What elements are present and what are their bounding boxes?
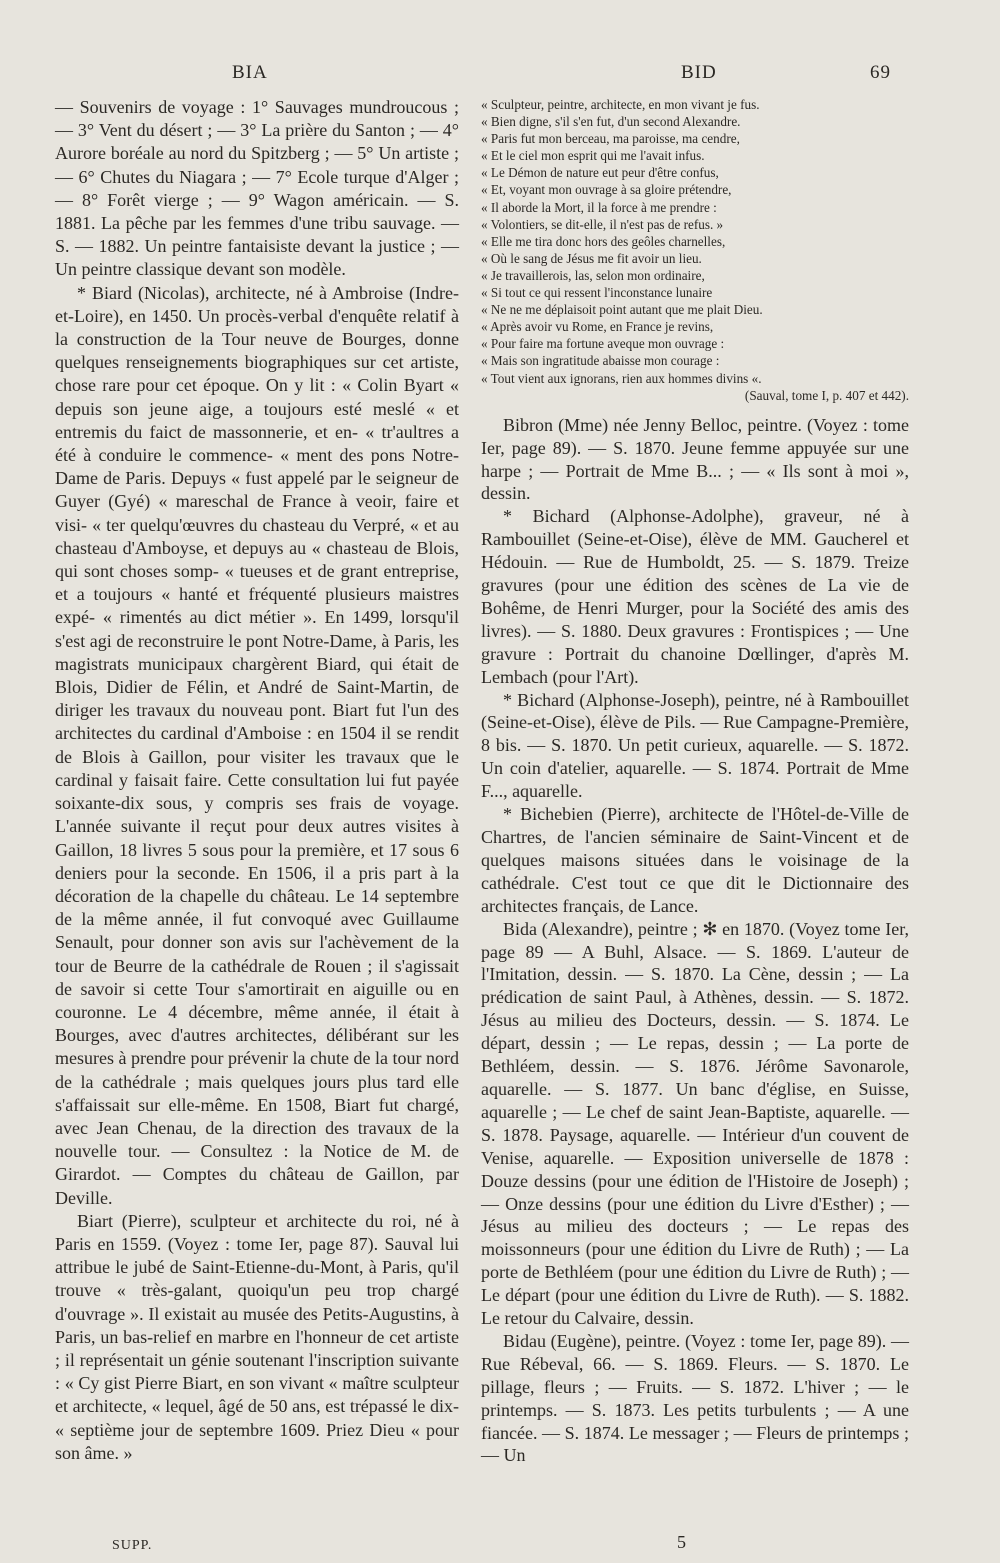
verse-line: « Pour faire ma fortune aveque mon ouvrage : — [481, 336, 725, 352]
verse-line: « Tout vient aux ignorans, rien aux hommes divins «. — [481, 370, 762, 386]
entry-bichard-alphonse-joseph: * Bichard (Alphonse-Joseph), peintre, né à Rambouillet (Seine-et-Oise), élève de Pils. — Rue Campagne-Première, 8 bis. — S. 1870. Un petit curieux, aquarelle. — S. 1872. Un coin d'atelier, aquarelle. — S. 1874. Portrait de Mme F..., aquarelle. — [481, 689, 909, 802]
entry-bibron: Bibron (Mme) née Jenny Belloc, peintre. (Voyez : tome Ier, page 89). — S. 1870. Jeune femme appuyée sur une harpe ; — Portrait de Mme B... ; — « Ils sont à moi », dessin. — [481, 414, 909, 504]
running-head-right: BID — [681, 62, 717, 83]
verse-line: « Paris fut mon berceau, ma paroisse, ma cendre, — [481, 131, 740, 147]
verse-line: « Si tout ce qui ressent l'inconstance lunaire — [481, 285, 713, 301]
verse-line: « Et, voyant mon ouvrage à sa gloire prétendre, — [481, 182, 732, 198]
verse-line: « Je travaillerois, las, selon mon ordinaire, — [481, 267, 705, 283]
signature-mark: SUPP. — [112, 1538, 153, 1553]
entry-bidau: Bidau (Eugène), peintre. (Voyez : tome Ier, page 89). — Rue Rébeval, 66. — S. 1869. Fleurs. — S. 1870. Le pillage, fleurs ; — Fruits. — S. 1872. L'hiver ; — le printemps. — S. 1873. Les petits turbulents ; — A une fiancée. — S. 1874. Le messager ; — Fleurs de printemps ; — Un — [481, 1330, 909, 1466]
entry-bichebien: * Bichebien (Pierre), architecte de l'Hôtel-de-Ville de Chartres, de l'ancien séminaire de Saint-Vincent et de quelques maisons situées dans le voisinage de la cathédrale. C'est tout ce que dit le Dictionnaire des architectes français, de Lance. — [481, 804, 909, 916]
signature-number: 5 — [677, 1532, 687, 1552]
paragraph-biard-souvenirs: — Souvenirs de voyage : 1° Sauvages mundroucous ; — 3° Vent du désert ; — 3° La prière du Santon ; — 4° Aurore boréale au nord du Spitzberg ; — 5° Un artiste ; — 6° Chutes du Niagara ; — 7° Ecole turque d'Alger ; — 8° Forêt vierge ; — 9° Wagon américain. — S. 1881. La pêche par les femmes d'une tribu sauvage. — S. — 1882. Un peintre fantaisiste devant la justice ; — Un peintre classique devant son modèle. — [55, 97, 459, 280]
verse-line: « Où le sang de Jésus me fit avoir un lieu. — [481, 250, 702, 266]
verse-line: « Et le ciel mon esprit qui me l'avait infus. — [481, 148, 705, 164]
page-number: 69 — [870, 62, 891, 83]
running-head-left: BIA — [232, 62, 268, 83]
entry-bida: Bida (Alexandre), peintre ; ✻ en 1870. (Voyez tome Ier, page 89 — A Buhl, Alsace. — S. 1869. L'auteur de l'Imitation, dessin. — S. 1870. La Cène, dessin ; — La prédication de saint Paul, à Athènes, dessin. — S. 1872. Jésus au milieu des Docteurs, dessin. — S. 1874. Le départ, dessin ; — Le repas, dessin ; — La porte de Bethléem, dessin. — S. 1876. Jérôme Savonarole, aquarelle. — S. 1877. Un banc d'église, en Suisse, aquarelle ; — Le chef de saint Jean-Baptiste, aquarelle. — S. 1878. Paysage, aquarelle. — Intérieur d'un couvent de Venise, aquarelle. — Exposition universelle de 1878 : Douze dessins (pour une édition de l'Histoire de Joseph) ; — Onze dessins (pour une édition du Livre d'Esther) ; — Jésus au milieu des docteurs ; — Le repas des moissonneurs (pour une édition du Livre de Ruth) ; — La porte de Bethléem (pour une édition du Livre de Ruth) ; — Le départ (pour une édition du Livre de Ruth). — S. 1882. Le retour du Calvaire, dessin. — [481, 918, 909, 1329]
verse-line: « Après avoir vu Rome, en France je revins, — [481, 319, 714, 335]
verse-line: « Le Démon de nature eut peur d'être confus, — [481, 165, 719, 181]
verse-line: « Mais son ingratitude abaisse mon courage : — [481, 353, 720, 369]
verse-line: « Sculpteur, peintre, architecte, en mon vivant je fus. — [481, 97, 760, 112]
left-column — [55, 96, 459, 1465]
verse-line: « Volontiers, se dit-elle, il n'est pas de refus. » — [481, 216, 724, 232]
entry-bichard-alphonse-adolphe: * Bichard (Alphonse-Adolphe), graveur, né à Rambouillet (Seine-et-Oise), élève de MM. Gaucherel et Hédouin. — Rue de Humboldt, 25. — S. 1879. Treize gravures (pour une édition des scènes de La vie de Bohême, de Henri Murger, pour la Société des amis des livres). — S. 1880. Deux gravures : Frontispices ; — Une gravure : Portrait du chanoine Dœllinger, d'après M. Lembach (pour l'Art). — [481, 506, 909, 687]
epitaph-verse — [481, 96, 909, 404]
verse-line: « Ne ne me déplaisoit point autant que me plait Dieu. — [481, 302, 763, 318]
dictionary-entries — [481, 414, 909, 1468]
entry-biard-nicolas: * Biard (Nicolas), architecte, né à Ambroise (Indre-et-Loire), en 1450. Un procès-verbal d'enquête relatif à la construction de la Tour neuve de Bourges, donne quelques renseignements biographiques sur cet artiste, chose rare pour cet époque. On y lit : « Colin Byart « depuis son jeune aige, a toujours esté meslé « et entremis du faict de massonnerie, et en- « tr'aultres a été à conduire le commence- « ment des pons Notre-Dame de Paris. Depuys « fust appelé par le seigneur de Guyer (Gyé) « mareschal de France à veoir, faire et visi- « ter quelqu'œuvres du chasteau du Verpré, « et au chasteau d'Amboyse, et depuys au « chasteau de Blois, qui sont choses somp- « tueuses et de grant entreprise, et a toujours « hanté et fréquenté plusieurs maistres expé- « rimentés au dict métier ». En 1499, lorsqu'il s'est agi de reconstruire le pont Notre-Dame, à Paris, les magistrats municipaux chargèrent Biard, qui était de Blois, Didier de Félin, et André de Saint-Martin, de diriger les travaux du nouveau pont. Biart fut l'un des architectes du cardinal d'Amboise : en 1504 il se rendit de Blois à Gaillon, pour visiter les travaux que le cardinal y faisait faire. Cette consultation lui fut payée soixante-dix sous, y compris ses frais de voyage. L'année suivante il reçut pour deux autres visites à Gaillon, 18 livres 5 sous pour la première, et 17 sous 6 deniers pour la seconde. En 1506, il a pris part à la décoration de la chapelle du château. Le 14 septembre de la même année, il fut convoqué avec Guillaume Senault, pour donner son avis sur l'achèvement de la tour de Beurre de la cathédrale de Rouen ; il s'agissait de savoir si cette Tour s'amortirait en aiguille ou en couronne. Le 4 décembre, même année, il était à Bourges, avec d'autres architectes, délibérant sur les mesures à prendre pour prévenir la chute de la tour nord de la cathédrale ; mais quelques jours plus tard elle s'affaissait sur elle-même. En 1508, Biart fut chargé, avec Jean Chenau, de la direction des travaux de la nouvelle tour. — Consultez : la Notice de M. de Girardot. — Comptes du château de Gaillon, par Deville. — [55, 282, 459, 1208]
entry-biart-pierre: Biart (Pierre), sculpteur et architecte du roi, né à Paris en 1559. (Voyez : tome Ier, page 87). Sauval lui attribue le jubé de Saint-Etienne-du-Mont, à Paris, qu'il trouve « très-galant, quoiqu'un peu trop chargé d'ouvrage ». Il existait au musée des Petits-Augustins, à Paris, un bas-relief en marbre en l'honneur de cet artiste ; il représentait un génie soutenant l'inscription suivante : « Cy gist Pierre Biart, en son vivant « maître sculpteur et architecte, « lequel, âgé de 50 ans, est trépassé le dix- « septième jour de septembre 1609. Priez Dieu « pour son âme. » — [55, 1210, 459, 1463]
verse-citation: (Sauval, tome I, p. 407 et 442). — [744, 387, 909, 403]
right-column — [481, 96, 909, 1467]
verse-line: « Elle me tira donc hors des geôles charnelles, — [481, 233, 726, 249]
verse-line: « Il aborde la Mort, il la force à me prendre : — [481, 199, 717, 215]
verse-line: « Bien digne, s'il s'en fut, d'un second Alexandre. — [481, 114, 741, 130]
